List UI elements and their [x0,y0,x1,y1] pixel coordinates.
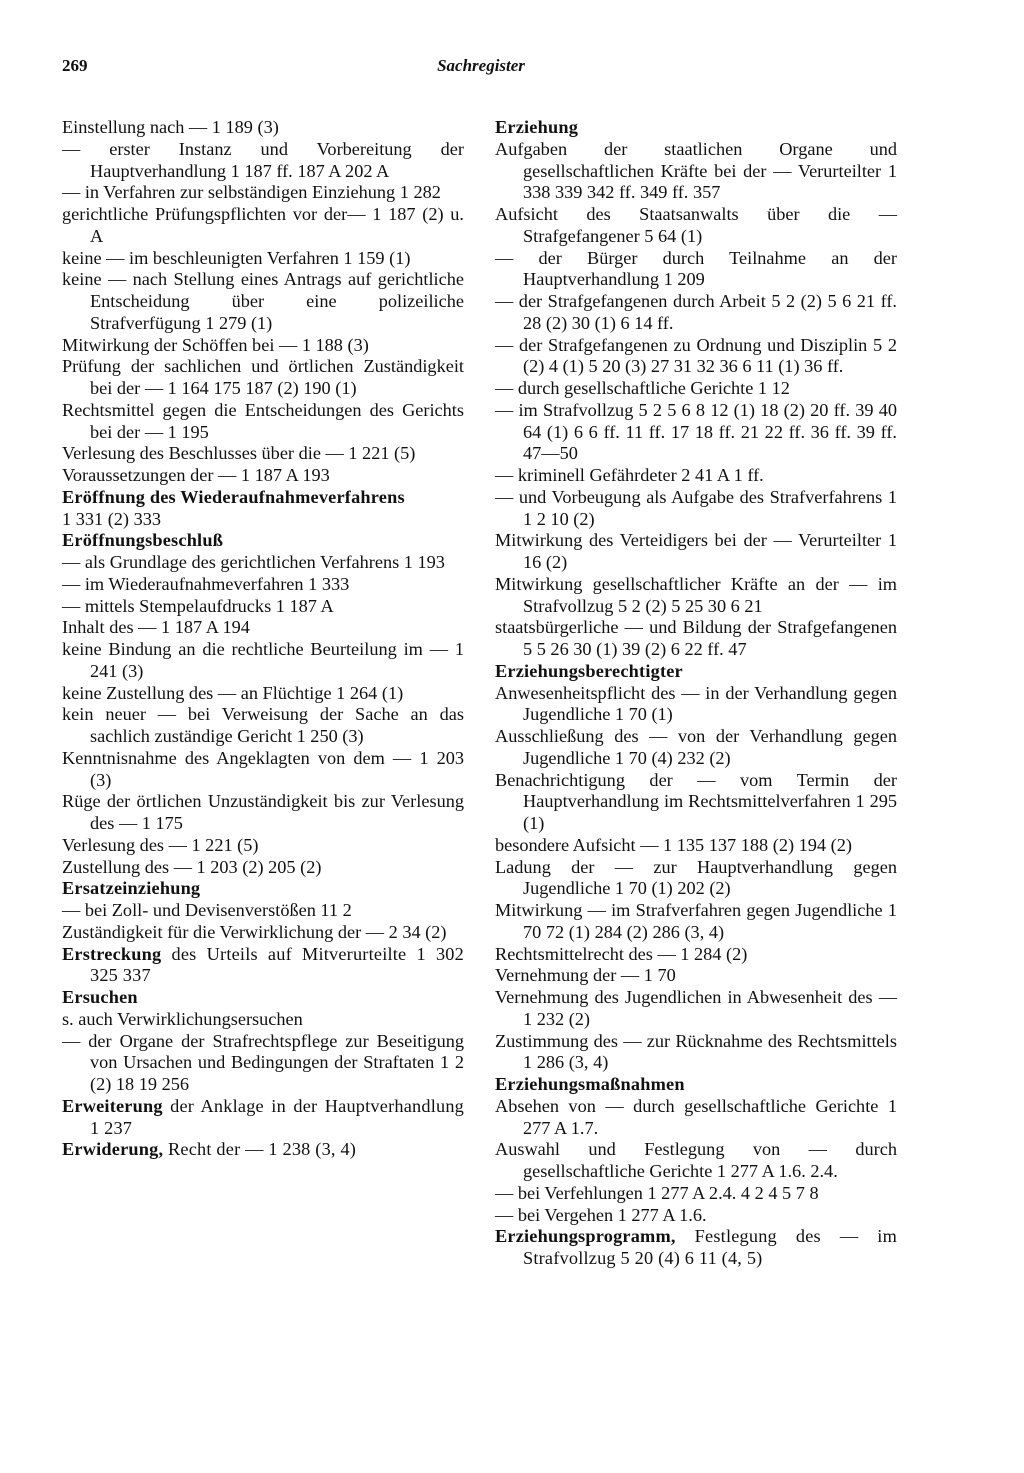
index-entry: Aufgaben der staatlichen Organe und gesellschaftlichen Kräfte bei der — Verurteilter 1 338 339 342 ff. 349 ff. 357 [495,138,897,203]
index-entry: Vernehmung der — 1 70 [495,965,676,986]
index-heading-term: Eröffnungsbeschluß [62,530,224,551]
index-entry: — der Organe der Strafrechtspflege zur Beseitigung von Ursachen und Bedingungen der Straftaten 1 2 (2) 18 19 256 [62,1030,464,1094]
index-entry: Ausschließung des — von der Verhandlung gegen Jugendliche 1 70 (4) 232 (2) [495,726,897,768]
index-entry: Vernehmung des Jugendlichen in Abwesenheit des — 1 232 (2) [495,987,897,1029]
index-entry: — als Grundlage des gerichtlichen Verfahrens 1 193 [62,552,445,572]
index-entry: keine — nach Stellung eines Antrags auf gerichtliche Entscheidung über eine polizeiliche Strafverfügung 1 279 (1) [62,269,464,333]
index-entry: Mitwirkung gesellschaftlicher Kräfte an der — im Strafvollzug 5 2 (2) 5 25 30 6 21 [495,573,897,616]
page-header [62,56,900,82]
index-entry: keine Zustellung des — an Flüchtige 1 264 (1) [62,682,404,703]
index-heading [62,944,464,988]
index-heading-term: Erwiderung, [62,1139,164,1160]
index-entry: Zuständigkeit für die Verwirklichung der — 2 34 (2) [62,921,447,942]
index-entry: Absehen von — durch gesellschaftliche Gerichte 1 277 A 1.7. [495,1095,897,1138]
index-entry: — bei Vergehen 1 277 A 1.6. [495,1204,707,1225]
index-heading-term: Erziehungsprogramm, [495,1226,676,1247]
index-heading [495,117,897,139]
left-index-column [62,117,464,1161]
index-entry: — kriminell Gefährdeter 2 41 A 1 ff. [495,465,764,485]
index-entry: Rechtsmittelrecht des — 1 284 (2) [495,943,748,964]
index-heading [62,1139,464,1161]
index-heading-rest: der Anklage in der Hauptverhandlung 1 237 [90,1095,464,1138]
page-number: 269 [62,56,88,75]
index-entry: Verlesung des Beschlusses über die — 1 221 (5) [62,443,416,464]
index-heading-term: Eröffnung des Wiederaufnahmeverfahrens [62,486,405,507]
index-entry: Voraussetzungen der — 1 187 A 193 [62,465,330,485]
index-entry: gerichtliche Prüfungspflichten vor der— 1 187 (2) u. A [62,204,464,246]
index-entry: — der Strafgefangenen durch Arbeit 5 2 (2) 5 6 21 ff. 28 (2) 30 (1) 6 14 ff. [495,291,897,333]
index-entry: Verlesung des — 1 221 (5) [62,834,259,855]
index-entry: — bei Verfehlungen 1 277 A 2.4. 4 2 4 5 7 8 [495,1182,819,1203]
index-heading [62,878,464,900]
index-heading-rest: des Urteils auf Mitverurteilte 1 302 325 337 [90,943,464,986]
index-entry: Mitwirkung des Verteidigers bei der — Verurteilter 1 16 (2) [495,530,897,572]
index-heading [62,1096,464,1140]
index-entry: Rüge der örtlichen Unzuständigkeit bis zur Verlesung des — 1 175 [62,791,464,833]
index-heading [495,1074,897,1096]
index-entry: Benachrichtigung der — vom Termin der Hauptverhandlung im Rechtsmittelverfahren 1 295 (1) [495,769,897,833]
index-heading-rest: Festlegung des — im Strafvollzug 5 20 (4) 6 11 (4, 5) [523,1226,897,1268]
index-heading-term: Ersuchen [62,987,138,1007]
index-entry: Prüfung der sachlichen und örtlichen Zuständigkeit bei der — 1 164 175 187 (2) 190 (1) [62,356,464,398]
index-heading-term: Erstreckung [62,943,162,964]
index-entry: — bei Zoll- und Devisenverstößen 11 2 [62,900,352,920]
index-entry: — im Wiederaufnahmeverfahren 1 333 [62,573,350,594]
index-entry: Auswahl und Festlegung von — durch gesellschaftliche Gerichte 1 277 A 1.6. 2.4. [495,1139,897,1181]
index-heading [62,487,464,509]
index-entry: Kenntnisnahme des Angeklagten von dem — 1 203 (3) [62,747,464,790]
index-entry: Rechtsmittel gegen die Entscheidungen des Gerichts bei der — 1 195 [62,399,464,442]
index-entry: Inhalt des — 1 187 A 194 [62,617,250,638]
index-heading [495,1226,897,1270]
index-entry: — im Strafvollzug 5 2 5 6 8 12 (1) 18 (2) 20 ff. 39 40 64 (1) 6 6 ff. 11 ff. 17 18 ff. 21 22 ff. 36 ff. 39 ff. 47—50 [495,399,897,464]
index-heading [62,987,464,1009]
index-heading-term: Erziehung [495,117,579,137]
index-entry: Ladung der — zur Hauptverhandlung gegen Jugendliche 1 70 (1) 202 (2) [495,856,897,899]
index-heading-term: Erziehungsmaßnahmen [495,1074,685,1094]
index-entry: Zustellung des — 1 203 (2) 205 (2) [62,856,322,877]
index-heading [62,530,464,552]
index-heading-rest: Recht der — 1 238 (3, 4) [163,1139,357,1160]
index-entry: keine Bindung an die rechtliche Beurteilung im — 1 241 (3) [62,639,464,681]
index-entry: — erster Instanz und Vorbereitung der Hauptverhandlung 1 187 ff. 187 A 202 A [62,138,464,181]
index-entry: — mittels Stempelaufdrucks 1 187 A [62,595,334,616]
index-entry: — der Bürger durch Teilnahme an der Hauptverhandlung 1 209 [495,247,897,290]
index-entry: Mitwirkung der Schöffen bei — 1 188 (3) [62,334,369,355]
running-head: Sachregister [437,56,525,75]
index-entry: 1 331 (2) 333 [62,508,162,529]
index-entry: besondere Aufsicht — 1 135 137 188 (2) 194 (2) [495,834,852,855]
index-heading-term: Ersatzeinziehung [62,878,201,899]
index-entry: staatsbürgerliche — und Bildung der Strafgefangenen 5 5 26 30 (1) 39 (2) 6 22 ff. 47 [495,617,897,659]
index-heading-term: Erziehungsberechtigter [495,660,683,681]
index-entry: Einstellung nach — 1 189 (3) [62,117,279,137]
index-entry: — und Vorbeugung als Aufgabe des Strafverfahrens 1 1 2 10 (2) [495,486,897,529]
index-entry: Anwesenheitspflicht des — in der Verhandlung gegen Jugendliche 1 70 (1) [495,682,897,725]
index-entry: kein neuer — bei Verweisung der Sache an das sachlich zuständige Gericht 1 250 (3) [62,704,464,746]
index-heading [495,661,897,683]
index-entry: Mitwirkung — im Strafverfahren gegen Jugendliche 1 70 72 (1) 284 (2) 286 (3, 4) [495,900,897,942]
index-entry: keine — im beschleunigten Verfahren 1 159 (1) [62,247,411,268]
index-entry: s. auch Verwirklichungsersuchen [62,1008,303,1029]
index-entry: Zustimmung des — zur Rücknahme des Rechtsmittels 1 286 (3, 4) [495,1030,897,1073]
index-heading-term: Erweiterung [62,1095,163,1116]
right-index-column [495,117,897,1270]
index-entry: Aufsicht des Staatsanwalts über die — Strafgefangener 5 64 (1) [495,204,897,246]
index-entry: — der Strafgefangenen zu Ordnung und Disziplin 5 2 (2) 4 (1) 5 20 (3) 27 31 32 36 6 11 (1) 36 ff. [495,334,897,377]
index-entry: — in Verfahren zur selbständigen Einziehung 1 282 [62,182,441,203]
index-entry: — durch gesellschaftliche Gerichte 1 12 [495,378,790,398]
